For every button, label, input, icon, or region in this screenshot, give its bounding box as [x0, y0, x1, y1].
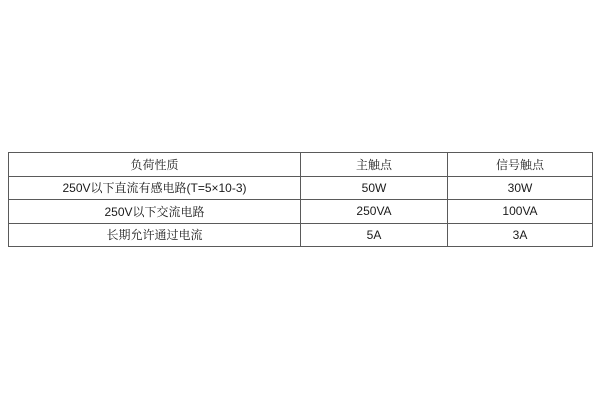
table-cell-signal-contact: 3A — [448, 223, 593, 247]
table-cell-signal-contact: 100VA — [448, 200, 593, 224]
table-cell-main-contact: 250VA — [301, 200, 448, 224]
table-row — [9, 200, 593, 224]
table-cell-load-nature: 长期允许通过电流 — [9, 223, 301, 247]
table-row — [9, 223, 593, 247]
header-cell-load-nature: 负荷性质 — [9, 153, 301, 177]
header-row — [9, 153, 593, 177]
header-cell-signal-contact: 信号触点 — [448, 153, 593, 177]
table-cell-signal-contact: 30W — [448, 176, 593, 200]
table-cell-main-contact: 50W — [301, 176, 448, 200]
load-spec-table — [8, 152, 593, 247]
header-cell-main-contact: 主触点 — [301, 153, 448, 177]
table-cell-load-nature: 250V以下交流电路 — [9, 200, 301, 224]
table-row — [9, 176, 593, 200]
table-cell-load-nature: 250V以下直流有感电路(T=5×10-3) — [9, 176, 301, 200]
table-cell-main-contact: 5A — [301, 223, 448, 247]
